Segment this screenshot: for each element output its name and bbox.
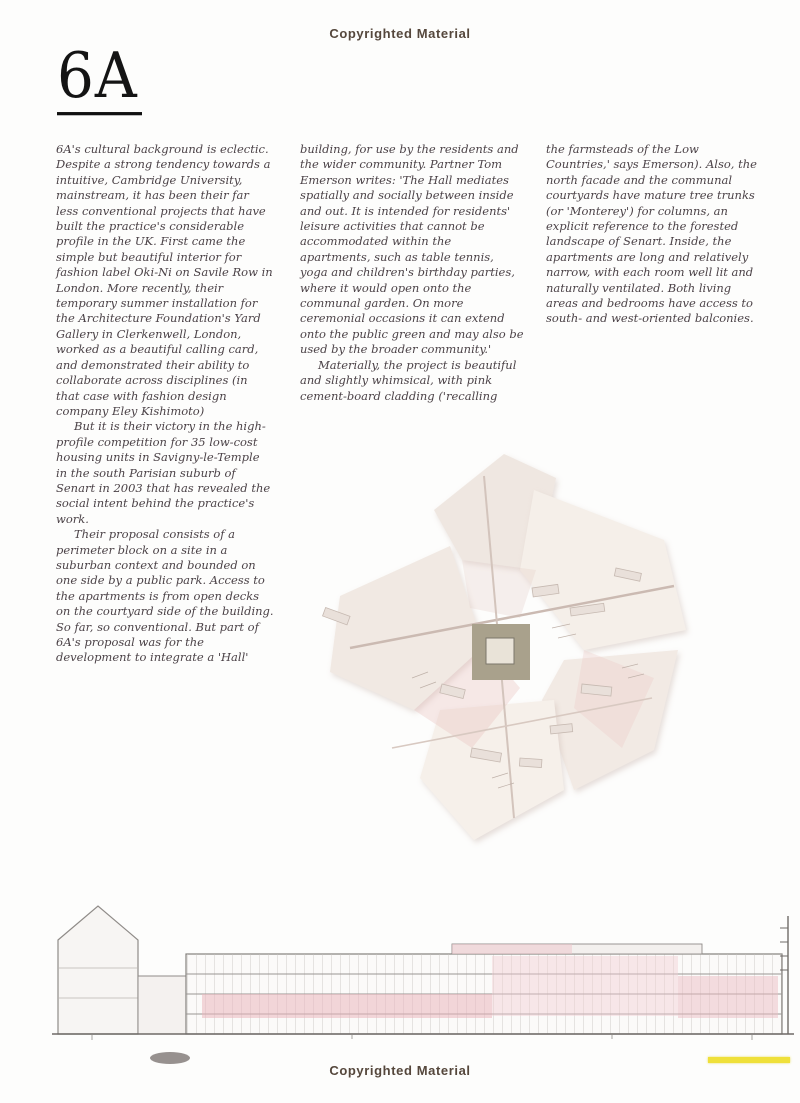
- article-column-1: [56, 142, 274, 666]
- paragraph: Their proposal consists of a perimeter block on a site in a suburban context and bounded on one side by a public park. Access to the apartments is from open decks on the courtyard side of the building. So far, so conventional. But part of 6A's proposal was for the development to integrate a 'Hall': [56, 527, 274, 665]
- paragraph: the farmsteads of the Low Countries,' says Emerson). Also, the north facade and the communal courtyards have mature tree trunks (or 'Monterey') for columns, an explicit reference to the forested landscape of Senart. Inside, the apartments are long and relatively narrow, with each room well lit and naturally ventilated. Both living areas and bedrooms have access to south- and west-oriented balconies.: [546, 142, 757, 326]
- copyright-top-text: Copyrighted Material: [329, 26, 471, 41]
- article-column-2: [300, 142, 524, 404]
- logo-6a: 6A: [57, 44, 142, 115]
- copyright-bottom-text: Copyrighted Material: [329, 1063, 471, 1078]
- paragraph: Materially, the project is beautiful and slightly whimsical, with pink cement-board cladding ('recalling: [300, 357, 517, 403]
- site-model-photo: [322, 448, 702, 850]
- paragraph: But it is their victory in the high-profile competition for 35 low-cost housing units in Savigny-le-Temple in the south Parisian suburb of Senart in 2003 that has revealed the social intent behind the practice's work.: [56, 419, 271, 526]
- article-column-3: [546, 142, 762, 327]
- elevation-drawing: [52, 898, 794, 1070]
- paragraph: 6A's cultural background is eclectic. Despite a strong tendency towards a intuitive, Cambridge University, mainstream, it has been their far less conventional projects that have built the practice's considerable profile in the UK. First came the simple but beautiful interior for fashion label Oki-Ni on Savile Row in London. More recently, their temporary summer installation for the Architecture Foundation's Yard Gallery in Clerkenwell, London, worked as a beautiful calling card, and demonstrated their ability to collaborate across disciplines (in that case with fashion design company Eley Kishimoto): [56, 142, 273, 418]
- paragraph: building, for use by the residents and the wider community. Partner Tom Emerson writes: 'The Hall mediates spatially and socially between inside and out. It is intended for residents' leisure activities that cannot be accommodated within the apartments, such as table tennis, yoga and children's birthday parties, where it would open onto the communal garden. On more ceremonial occasions it can extend onto the public green and may also be used by the broader community.': [300, 142, 524, 357]
